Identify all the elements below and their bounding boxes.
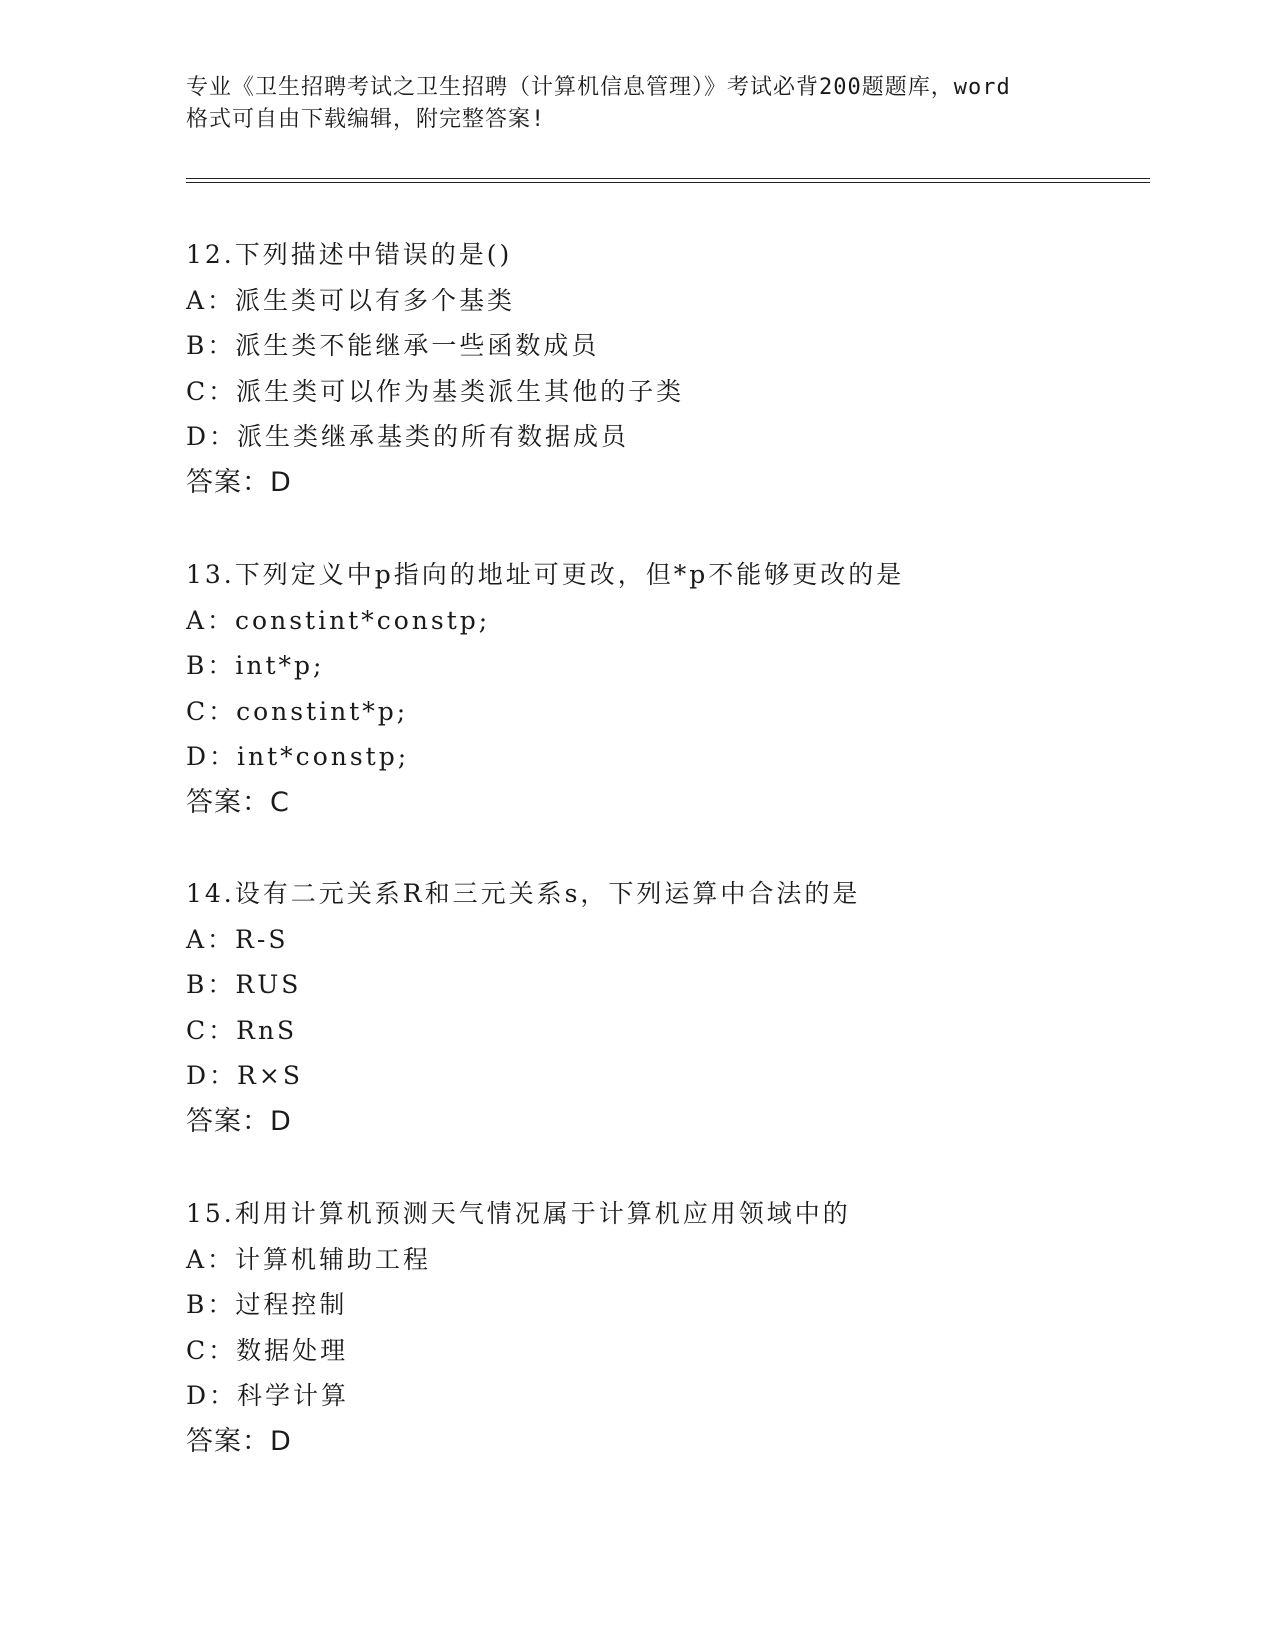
- option-c: C：RnS: [186, 1015, 298, 1045]
- question-14: [186, 871, 1146, 1145]
- header-divider-top: [186, 178, 1150, 179]
- question-15: [186, 1191, 1146, 1465]
- option-a: A：constint*constp;: [186, 605, 491, 635]
- option-a: A：派生类可以有多个基类: [186, 285, 516, 315]
- question-stem: 13.下列定义中p指向的地址可更改，但*p不能够更改的是: [186, 560, 905, 589]
- option-d: D：派生类继承基类的所有数据成员: [186, 422, 630, 452]
- option-b: B：派生类不能继承一些函数成员: [186, 331, 600, 361]
- document-header: [186, 72, 1086, 136]
- option-d: D：科学计算: [186, 1381, 350, 1411]
- question-stem: 12.下列描述中错误的是(): [186, 240, 513, 269]
- option-d: D：int*constp;: [186, 742, 410, 772]
- option-b: B：RUS: [186, 970, 302, 1000]
- header-line-2: 格式可自由下载编辑，附完整答案!: [186, 107, 546, 132]
- question-stem: 15.利用计算机预测天气情况属于计算机应用领域中的: [186, 1199, 851, 1228]
- option-c: C：派生类可以作为基类派生其他的子类: [186, 376, 685, 406]
- option-b: B：int*p;: [186, 651, 325, 681]
- option-c: C：数据处理: [186, 1335, 349, 1365]
- answer: 答案：C: [186, 786, 290, 818]
- option-a: A：计算机辅助工程: [186, 1244, 432, 1274]
- question-12: [186, 232, 1146, 506]
- option-b: B：过程控制: [186, 1290, 348, 1320]
- option-c: C：constint*p;: [186, 696, 409, 726]
- answer: 答案：D: [186, 1105, 292, 1137]
- question-13: [186, 552, 1146, 826]
- answer: 答案：D: [186, 466, 292, 498]
- option-a: A：R-S: [186, 924, 289, 954]
- header-line-1: 专业《卫生招聘考试之卫生招聘（计算机信息管理）》考试必背200题题库，word: [186, 75, 1011, 100]
- option-d: D：R×S: [186, 1061, 303, 1091]
- header-divider-bottom: [186, 182, 1150, 183]
- answer: 答案：D: [186, 1425, 292, 1457]
- question-stem: 14.设有二元关系R和三元关系s，下列运算中合法的是: [186, 879, 861, 908]
